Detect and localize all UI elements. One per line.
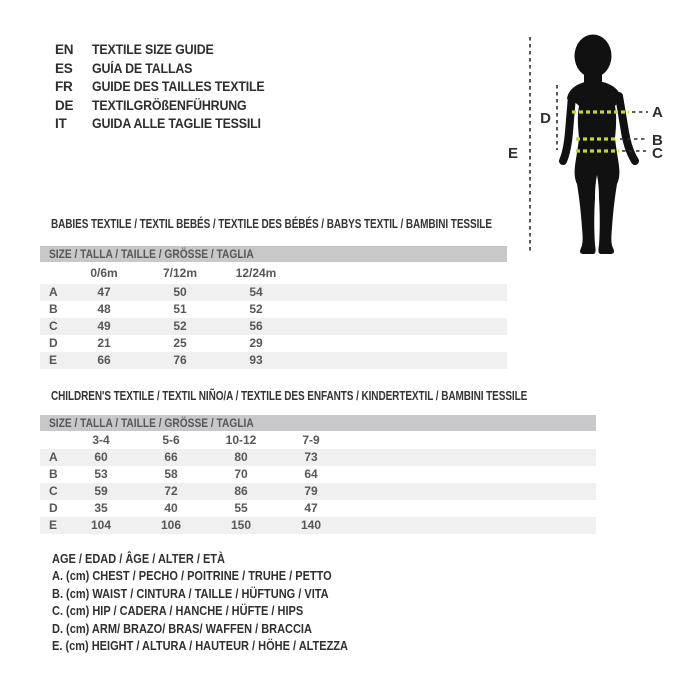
empty-cell (40, 431, 66, 449)
table-row-c (40, 318, 507, 335)
children-table-title-text: CHILDREN'S TEXTILE / TEXTIL NIÑO/A / TEXTILE DES ENFANTS / KINDERTEXTIL / BAMBINI TESSILE (51, 389, 528, 403)
language-label: TEXTILGRÖßENFÜHRUNG (92, 97, 247, 113)
babies-table-title-text: BABIES TEXTILE / TEXTIL BEBÉS / TEXTILE DES BÉBÉS / BABYS TEXTIL / BAMBINI TESSILE (51, 217, 492, 231)
table-cell: 56 (218, 318, 294, 335)
table-row-e (40, 517, 596, 534)
row-label: E (40, 517, 66, 534)
table-cell: 50 (142, 284, 218, 301)
language-label: GUÍA DE TALLAS (92, 60, 193, 76)
table-cell: 70 (234, 467, 248, 481)
babies-table-title (51, 217, 602, 231)
row-label: C (40, 483, 66, 500)
table-cell: 40 (164, 501, 178, 515)
table-cell: 73 (276, 449, 346, 466)
legend-hip-line (52, 603, 388, 620)
size-column: 7/12m (162, 266, 198, 280)
legend-text: D. (cm) ARM/ BRAZO/ BRAS/ WAFFEN / BRACCIA (52, 621, 312, 636)
table-cell: 104 (66, 517, 136, 534)
table-cell: 93 (218, 352, 294, 369)
legend-text: AGE / EDAD / ÂGE / ALTER / ETÀ (52, 552, 225, 566)
table-cell: 64 (304, 467, 318, 481)
size-column: 5-6 (162, 433, 180, 447)
children-table-title (51, 389, 646, 403)
empty-cell (346, 466, 596, 483)
empty-cell (294, 301, 507, 318)
table-row-b (40, 466, 596, 483)
empty-cell (346, 449, 596, 466)
table-cell: 52 (249, 302, 263, 316)
empty-cell (294, 335, 507, 352)
table-cell: 106 (136, 517, 206, 534)
size-column: 10-12 (225, 433, 257, 447)
table-cell: 55 (234, 501, 248, 515)
size-column: 7-9 (302, 433, 320, 447)
row-label: D (49, 336, 58, 350)
row-label: B (49, 467, 58, 481)
row-label: A (40, 284, 66, 301)
table-row-b (40, 301, 507, 318)
language-list (55, 41, 280, 134)
legend-chest-line (52, 568, 388, 585)
table-header-cell (40, 415, 596, 431)
table-row-d (40, 500, 596, 517)
language-row-es (55, 60, 280, 79)
row-label: A (40, 449, 66, 466)
legend-height-line (52, 638, 388, 655)
diagram-label-a: A (652, 104, 663, 121)
empty-cell (40, 262, 66, 284)
table-header-text: SIZE / TALLA / TAILLE / GRÖSSE / TAGLIA (49, 247, 254, 261)
language-code: DE (55, 97, 74, 113)
table-cell: 60 (66, 449, 136, 466)
table-cell: 29 (249, 336, 263, 350)
empty-cell (294, 262, 507, 284)
table-cell: 150 (206, 517, 276, 534)
table-row-a (40, 449, 596, 466)
diagram-label-d: D (540, 110, 551, 127)
empty-cell (346, 500, 596, 517)
table-cell: 35 (94, 501, 108, 515)
language-label: GUIDE DES TAILLES TEXTILE (92, 79, 265, 95)
size-columns-row (40, 262, 507, 284)
empty-cell (294, 318, 507, 335)
table-row-d (40, 335, 507, 352)
table-cell: 79 (276, 483, 346, 500)
language-code: ES (55, 60, 73, 76)
legend-waist-line (52, 586, 388, 603)
legend-text: B. (cm) WAIST / CINTURA / TAILLE / HÜFTUNG / VITA (52, 586, 329, 601)
language-code: FR (55, 79, 73, 95)
table-cell: 66 (136, 449, 206, 466)
table-cell: 25 (173, 336, 187, 350)
empty-cell (294, 284, 507, 301)
table-header-row (40, 246, 507, 262)
legend-text: C. (cm) HIP / CADERA / HANCHE / HÜFTE / HIPS (52, 604, 304, 619)
table-cell: 86 (206, 483, 276, 500)
diagram-label-e: E (508, 145, 519, 162)
table-cell: 53 (94, 467, 108, 481)
empty-cell (346, 517, 596, 534)
size-column: 12/24m (235, 266, 277, 280)
legend-age-line (52, 551, 388, 568)
table-cell: 54 (218, 284, 294, 301)
diagram-label-b: B (652, 132, 663, 149)
legend-text: A. (cm) CHEST / PECHO / POITRINE / TRUHE / PETTO (52, 569, 332, 584)
table-cell: 52 (142, 318, 218, 335)
language-code: EN (55, 42, 74, 57)
table-cell: 72 (136, 483, 206, 500)
table-row-a (40, 284, 507, 301)
babies-size-table (40, 246, 507, 369)
table-cell: 59 (66, 483, 136, 500)
table-cell: 21 (97, 336, 111, 350)
right-arm (619, 96, 635, 161)
table-cell: 51 (173, 302, 187, 316)
language-row-en (55, 41, 280, 60)
table-header-text: SIZE / TALLA / TAILLE / GRÖSSE / TAGLIA (49, 416, 254, 430)
table-row-e (40, 352, 507, 369)
diagram-label-c: C (652, 145, 663, 162)
left-arm (563, 96, 572, 161)
language-label: GUIDA ALLE TAGLIE TESSILI (92, 116, 261, 132)
language-code: IT (55, 116, 67, 132)
row-label: D (49, 501, 58, 515)
language-row-de (55, 97, 280, 116)
language-row-fr (55, 78, 280, 97)
measurement-legend (52, 551, 388, 655)
language-row-it (55, 115, 280, 134)
table-cell: 76 (142, 352, 218, 369)
size-column: 0/6m (90, 266, 118, 280)
size-column: 3-4 (92, 433, 110, 447)
row-label: E (40, 352, 66, 369)
table-row-c (40, 483, 596, 500)
legend-arm-line (52, 621, 388, 638)
table-header-row (40, 415, 596, 431)
children-size-table (40, 415, 596, 534)
table-cell: 58 (164, 467, 178, 481)
table-cell: 47 (66, 284, 142, 301)
empty-cell (346, 483, 596, 500)
table-cell: 140 (276, 517, 346, 534)
size-columns-row (40, 431, 596, 449)
row-label: C (40, 318, 66, 335)
row-label: B (49, 302, 58, 316)
empty-cell (346, 431, 596, 449)
table-cell: 80 (206, 449, 276, 466)
table-header-cell (40, 246, 507, 262)
table-cell: 49 (66, 318, 142, 335)
table-cell: 66 (66, 352, 142, 369)
table-cell: 48 (97, 302, 111, 316)
language-label: TEXTILE SIZE GUIDE (92, 42, 214, 57)
legend-text: E. (cm) HEIGHT / ALTURA / HAUTEUR / HÖHE / ALTEZZA (52, 638, 348, 653)
table-cell: 47 (304, 501, 318, 515)
empty-cell (294, 352, 507, 369)
